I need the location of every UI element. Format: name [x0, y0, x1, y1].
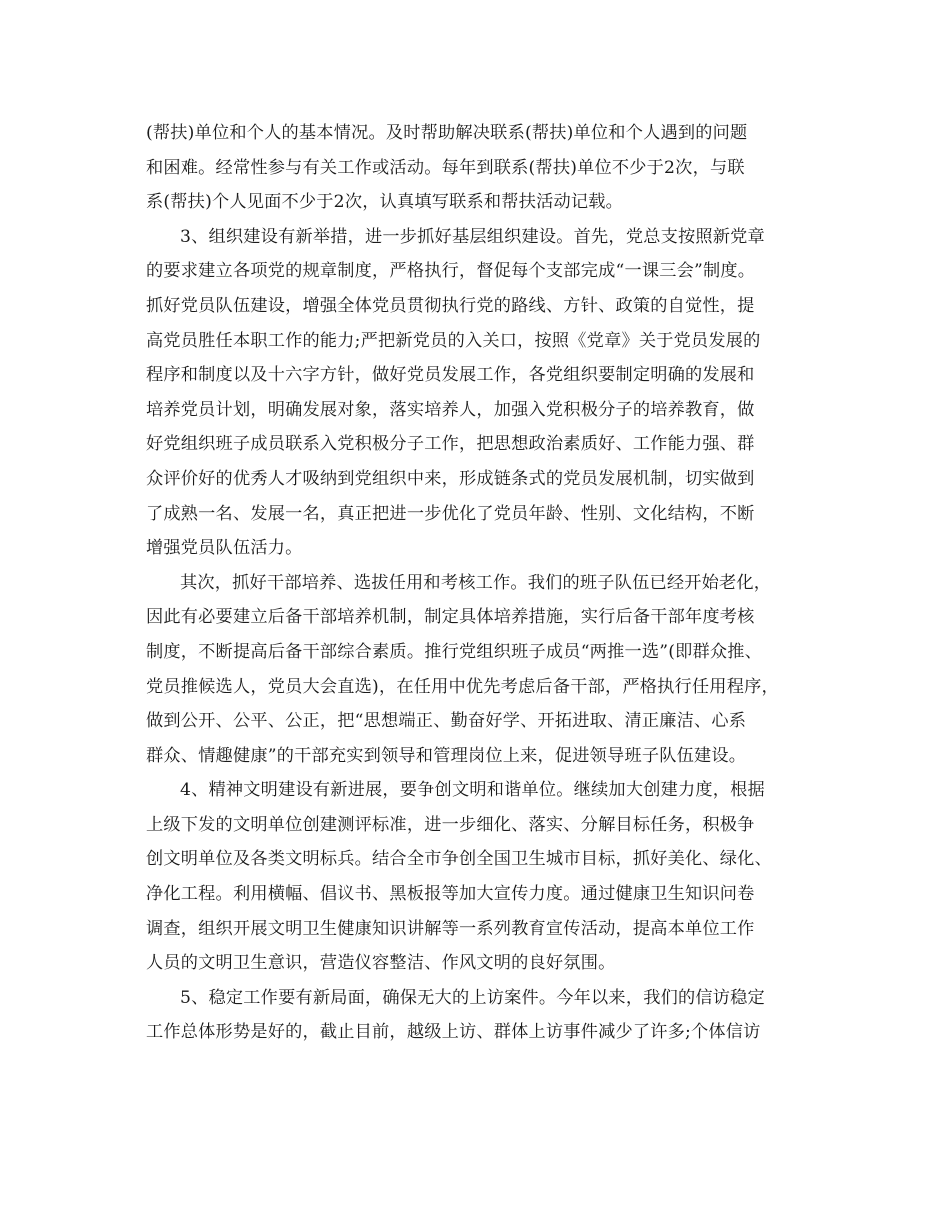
text-line: 党员推候选人，党员大会直选)，在任用中优先考虑后备干部，严格执行任用程序， — [146, 676, 779, 697]
text-line: 5、稳定工作要有新局面，确保无大的上访案件。今年以来，我们的信访稳定 — [180, 987, 765, 1008]
text-line: 和困难。经常性参与有关工作或活动。每年到联系(帮扶)单位不少于2次，与联 — [146, 157, 745, 178]
text-line: 工作总体形势是好的，截止目前，越级上访、群体上访事件减少了许多;个体信访 — [146, 1022, 761, 1043]
text-line: 其次，抓好干部培养、选拔任用和考核工作。我们的班子队伍已经开始老化， — [180, 572, 772, 593]
text-line: 创文明单位及各类文明标兵。结合全市争创全国卫生城市目标，抓好美化、绿化、 — [146, 849, 772, 870]
text-line: 高党员胜任本职工作的能力;严把新党员的入关口，按照《党章》关于党员发展的 — [146, 330, 761, 351]
text-line: 众评价好的优秀人才吸纳到党组织中来，形成链条式的党员发展机制，切实做到 — [146, 468, 755, 489]
text-line: 制度，不断提高后备干部综合素质。推行党组织班子成员“两推一选”(即群众推、 — [146, 641, 763, 662]
text-line: 人员的文明卫生意识，营造仪容整洁、作风文明的良好氛围。 — [146, 953, 616, 974]
document-body-text — [146, 116, 806, 1050]
text-line: 净化工程。利用横幅、倡议书、黑板报等加大宣传力度。通过健康卫生知识问卷 — [146, 884, 755, 905]
text-line: 因此有必要建立后备干部培养机制，制定具体培养措施，实行后备干部年度考核 — [146, 607, 755, 628]
text-line: 4、精神文明建设有新进展，要争创文明和谐单位。继续加大创建力度，根据 — [180, 780, 765, 801]
text-line: 的要求建立各项党的规章制度，严格执行，督促每个支部完成“一课三会”制度。 — [146, 261, 756, 282]
text-line: 群众、情趣健康”的干部充实到领导和管理岗位上来，促进领导班子队伍建设。 — [146, 745, 747, 766]
text-line: 系(帮扶)个人见面不少于2次，认真填写联系和帮扶活动记载。 — [146, 192, 624, 213]
text-line: 培养党员计划，明确发展对象，落实培养人，加强入党积极分子的培养教育，做 — [146, 399, 755, 420]
text-line: 了成熟一名、发展一名，真正把进一步优化了党员年龄、性别、文化结构，不断 — [146, 503, 755, 524]
text-line: (帮扶)单位和个人的基本情况。及时帮助解决联系(帮扶)单位和个人遇到的问题 — [146, 123, 748, 143]
text-line: 程序和制度以及十六字方针，做好党员发展工作，各党组织要制定明确的发展和 — [146, 365, 755, 386]
text-line: 做到公开、公平、公正，把“思想端正、勤奋好学、开拓进取、清正廉洁、心系 — [146, 711, 747, 732]
text-line: 增强党员队伍活力。 — [146, 538, 303, 559]
text-line: 好党组织班子成员联系入党积极分子工作，把思想政治素质好、工作能力强、群 — [146, 434, 755, 455]
text-line: 上级下发的文明单位创建测评标准，进一步细化、落实、分解目标任务，积极争 — [146, 814, 755, 835]
text-line: 调查，组织开展文明卫生健康知识讲解等一系列教育宣传活动，提高本单位工作 — [146, 918, 755, 939]
text-line: 抓好党员队伍建设，增强全体党员贯彻执行党的路线、方针、政策的自觉性，提 — [146, 295, 755, 316]
text-line: 3、组织建设有新举措，进一步抓好基层组织建设。首先，党总支按照新党章 — [180, 226, 765, 247]
